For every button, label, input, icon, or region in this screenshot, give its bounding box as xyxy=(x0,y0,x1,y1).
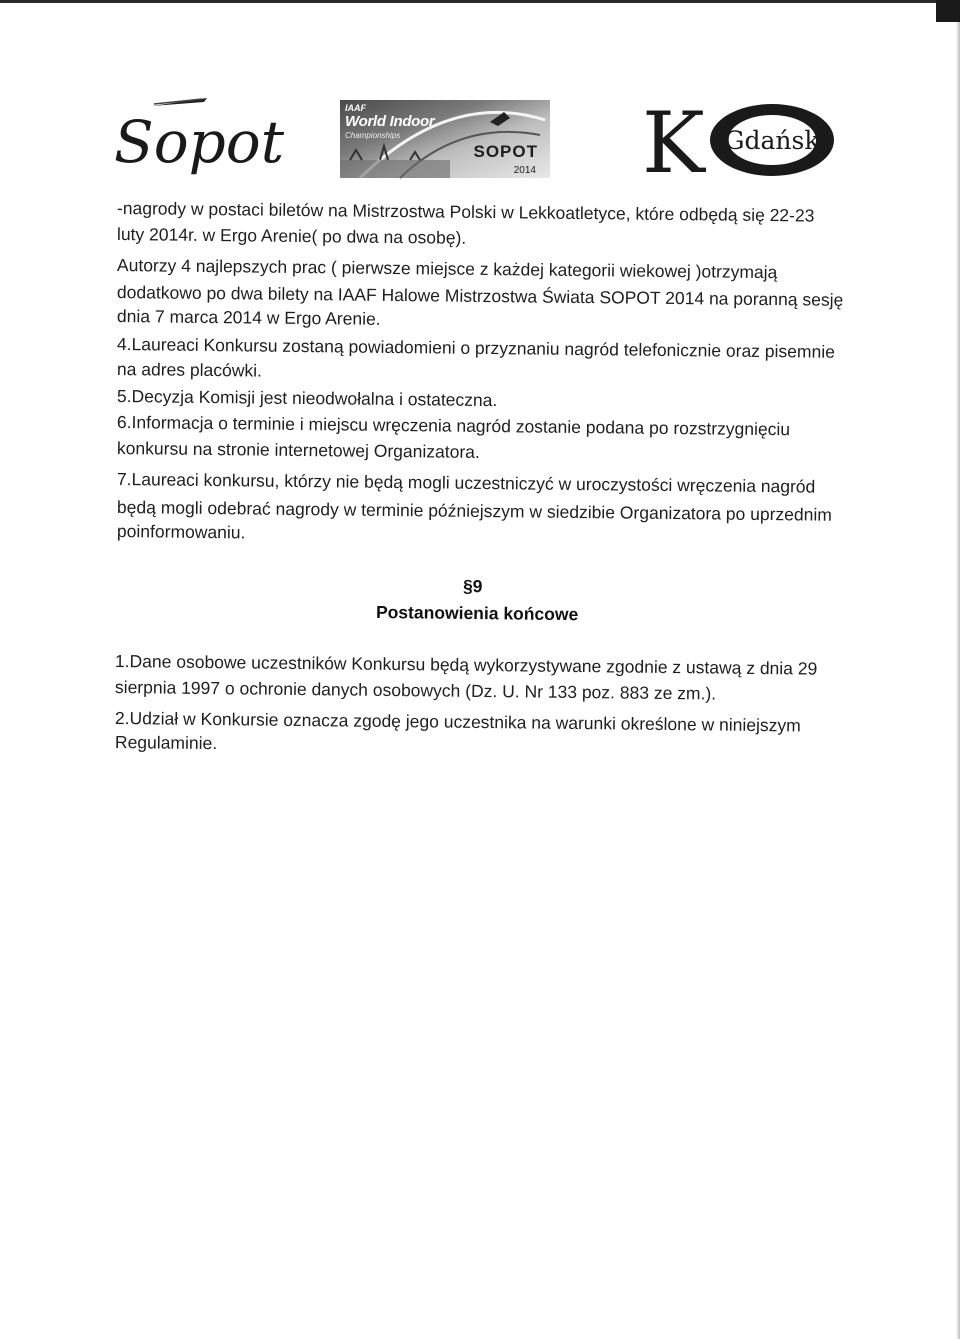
iaaf-tag: IAAF xyxy=(345,103,366,113)
iaaf-city: SOPOT xyxy=(473,142,538,161)
iaaf-subtitle: Championships xyxy=(345,131,401,140)
gdansk-city: Gdańsk xyxy=(724,126,820,155)
iaaf-title: World Indoor xyxy=(345,113,435,130)
text-line: 2.Udział w Konkursie oznacza zgodę jego uczestnika na warunki określone w niniejszym xyxy=(114,708,801,736)
section-number: §9 xyxy=(462,576,483,597)
text-line: -nagrody w postaci biletów na Mistrzostwa Polski w Lekkoatletyce, które odbędą się 22-23 xyxy=(116,198,815,226)
text-line: Autorzy 4 najlepszych prac ( pierwsze miejsce z każdej kategorii wiekowej )otrzymają xyxy=(116,255,778,283)
text-line: 4.Laureaci Konkursu zostaną powiadomieni o przyznaniu nagród telefonicznie oraz pisemnie xyxy=(116,334,836,362)
text-line: sierpnia 1997 o ochronie danych osobowych (Dz. U. Nr 133 poz. 883 ze zm.). xyxy=(114,677,717,704)
text-line: 1.Dane osobowe uczestników Konkursu będą wykorzystywane zgodnie z ustawą z dnia 29 xyxy=(114,651,818,679)
text-line: dnia 7 marca 2014 w Ergo Arenie. xyxy=(116,306,381,329)
gdansk-letter: K xyxy=(642,94,705,192)
sopot-wordmark: Sopot xyxy=(114,108,285,176)
text-line: dodatkowo po dwa bilety na IAAF Halowe Mistrzostwa Świata SOPOT 2014 na poranną sesję xyxy=(116,282,844,310)
text-line: będą mogli odebrać nagrody w terminie późniejszym w siedzibie Organizatora po uprzednim xyxy=(116,497,833,525)
iaaf-year: 2014 xyxy=(513,165,536,176)
text-line: na adres placówki. xyxy=(116,359,263,381)
section-title: Postanowienia końcowe xyxy=(375,602,579,625)
text-line: poinformowaniu. xyxy=(116,521,246,543)
text-line: Regulaminie. xyxy=(114,732,218,754)
text-line: 6.Informacja o terminie i miejscu wręczenia nagród zostanie podana po rozstrzygnięciu xyxy=(116,412,791,440)
text-line: 7.Laureaci konkursu, którzy nie będą mogli uczestniczyć w uroczystości wręczenia nagród xyxy=(116,469,816,497)
text-line: 5.Decyzja Komisji jest nieodwołalna i ostateczna. xyxy=(116,386,498,411)
text-line: konkursu na stronie internetowej Organizatora. xyxy=(116,438,480,462)
text-line: luty 2014r. w Ergo Arenie( po dwa na osobę). xyxy=(116,224,467,248)
